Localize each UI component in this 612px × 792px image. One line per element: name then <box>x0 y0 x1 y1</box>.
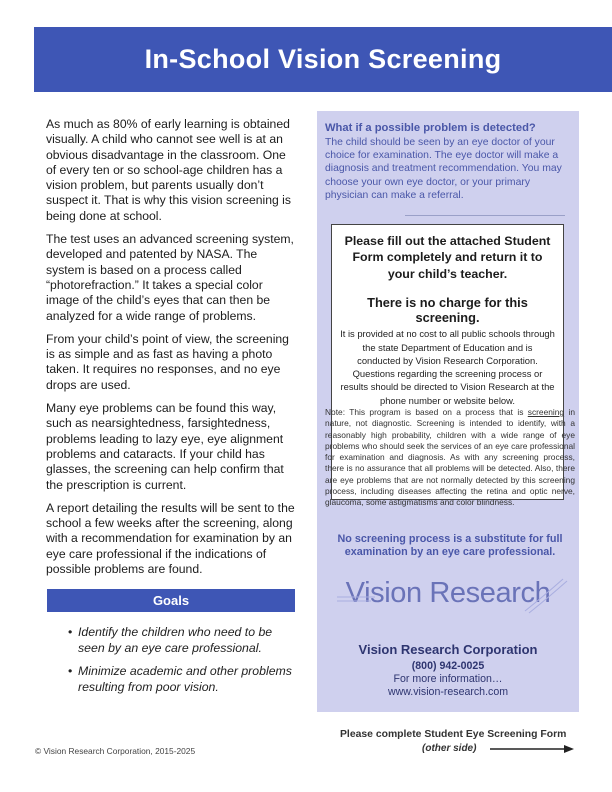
substitute-warning: No screening process is a substitute for full examination by an eye care professional. <box>337 533 563 559</box>
intro-section <box>46 117 298 585</box>
problem-heading: What if a possible problem is detected? <box>325 122 536 134</box>
goal-item: • Minimize academic and other problems resulting from poor vision. <box>68 664 298 695</box>
company-website[interactable]: www.vision-research.com <box>387 686 509 698</box>
company-more-info: For more information… <box>393 673 503 685</box>
page-title: In-School Vision Screening <box>144 44 502 74</box>
intro-paragraph: The test uses an advanced screening system, developed and patented by NASA. The system is based on a process called “photorefraction.” It takes a special color image of the child’s eyes that can then be analyzed for a wide range of problems. <box>46 232 294 323</box>
form-instruction: Please fill out the attached Student Form completely and return it to your child’s teacher. <box>344 234 551 281</box>
intro-paragraph: A report detailing the results will be sent to the school a few weeks after the screening, along with a recommendation for examination by an eye care professional if the indications of possible problems are found. <box>46 500 295 577</box>
logo-swoosh-icon <box>317 577 579 621</box>
copyright: © Vision Research Corporation, 2015-2025 <box>35 746 196 756</box>
problem-text: The child should be seen by an eye doctor of your choice for examination. The eye doctor will make a diagnosis and treatment recommendation. You may choose your own eye doctor, or your primary physician can make a referral. <box>325 137 562 201</box>
logo-text: Vision Research <box>345 577 551 609</box>
divider <box>405 215 565 216</box>
other-side-label: (other side) <box>422 743 477 754</box>
note-underlined-word: screening <box>527 407 565 417</box>
complete-form-note: Please complete Student Eye Screening Form <box>340 729 567 740</box>
company-phone: (800) 942-0025 <box>411 660 485 672</box>
note-text-start: Note: This program is based on a process that is <box>325 407 528 417</box>
goals-list <box>68 625 298 703</box>
goal-item: • Identify the children who need to be seen by an eye care professional. <box>68 625 298 656</box>
intro-paragraph: From your child’s point of view, the screening is as simple and as fast as having a photo taken. It requires no responses, and no eye drops are used. <box>46 331 289 392</box>
note-text-end: in nature, not diagnostic. Screening is intended to identify, with a reasonably high probability, children with a wide range of eye problems who should seek the services of an eye care professional for examination and diagnosis. As with any screening process, there is no assurance that all problems will be detected. Also, there are eye problems that are not normally detected by this screening process, including diseases affecting the retina and optic nerve, glaucoma, some astigmatisms and color blindness. <box>325 407 575 508</box>
charge-text: It is provided at no cost to all public schools through the state Department of Education and is conducted by Vision Research Corporation. Questions regarding the screening process or results should be directed to Vision Research at the phone number or website below. <box>340 328 555 406</box>
info-sidebar <box>317 111 579 712</box>
title-banner <box>34 27 612 92</box>
vision-research-logo <box>317 577 579 621</box>
intro-paragraph: Many eye problems can be found this way, such as nearsightedness, farsightedness, problems leading to lazy eye, eye alignment problems and cataracts. If your child has glasses, the screening can help confirm that the prescription is current. <box>46 401 284 492</box>
arrow-right-icon <box>488 743 576 755</box>
intro-paragraph: As much as 80% of early learning is obtained visually. A child who cannot see well is at an obvious disadvantage in the classroom. One of every ten or so school-age children has a vision problem, but parents usually don’t suspect it. That is why this vision screening is being done at school. <box>46 117 291 223</box>
charge-heading: There is no charge for this screening. <box>367 295 528 326</box>
screening-note <box>325 407 575 509</box>
goals-heading: Goals <box>47 589 295 612</box>
company-name: Vision Research Corporation <box>358 642 538 657</box>
